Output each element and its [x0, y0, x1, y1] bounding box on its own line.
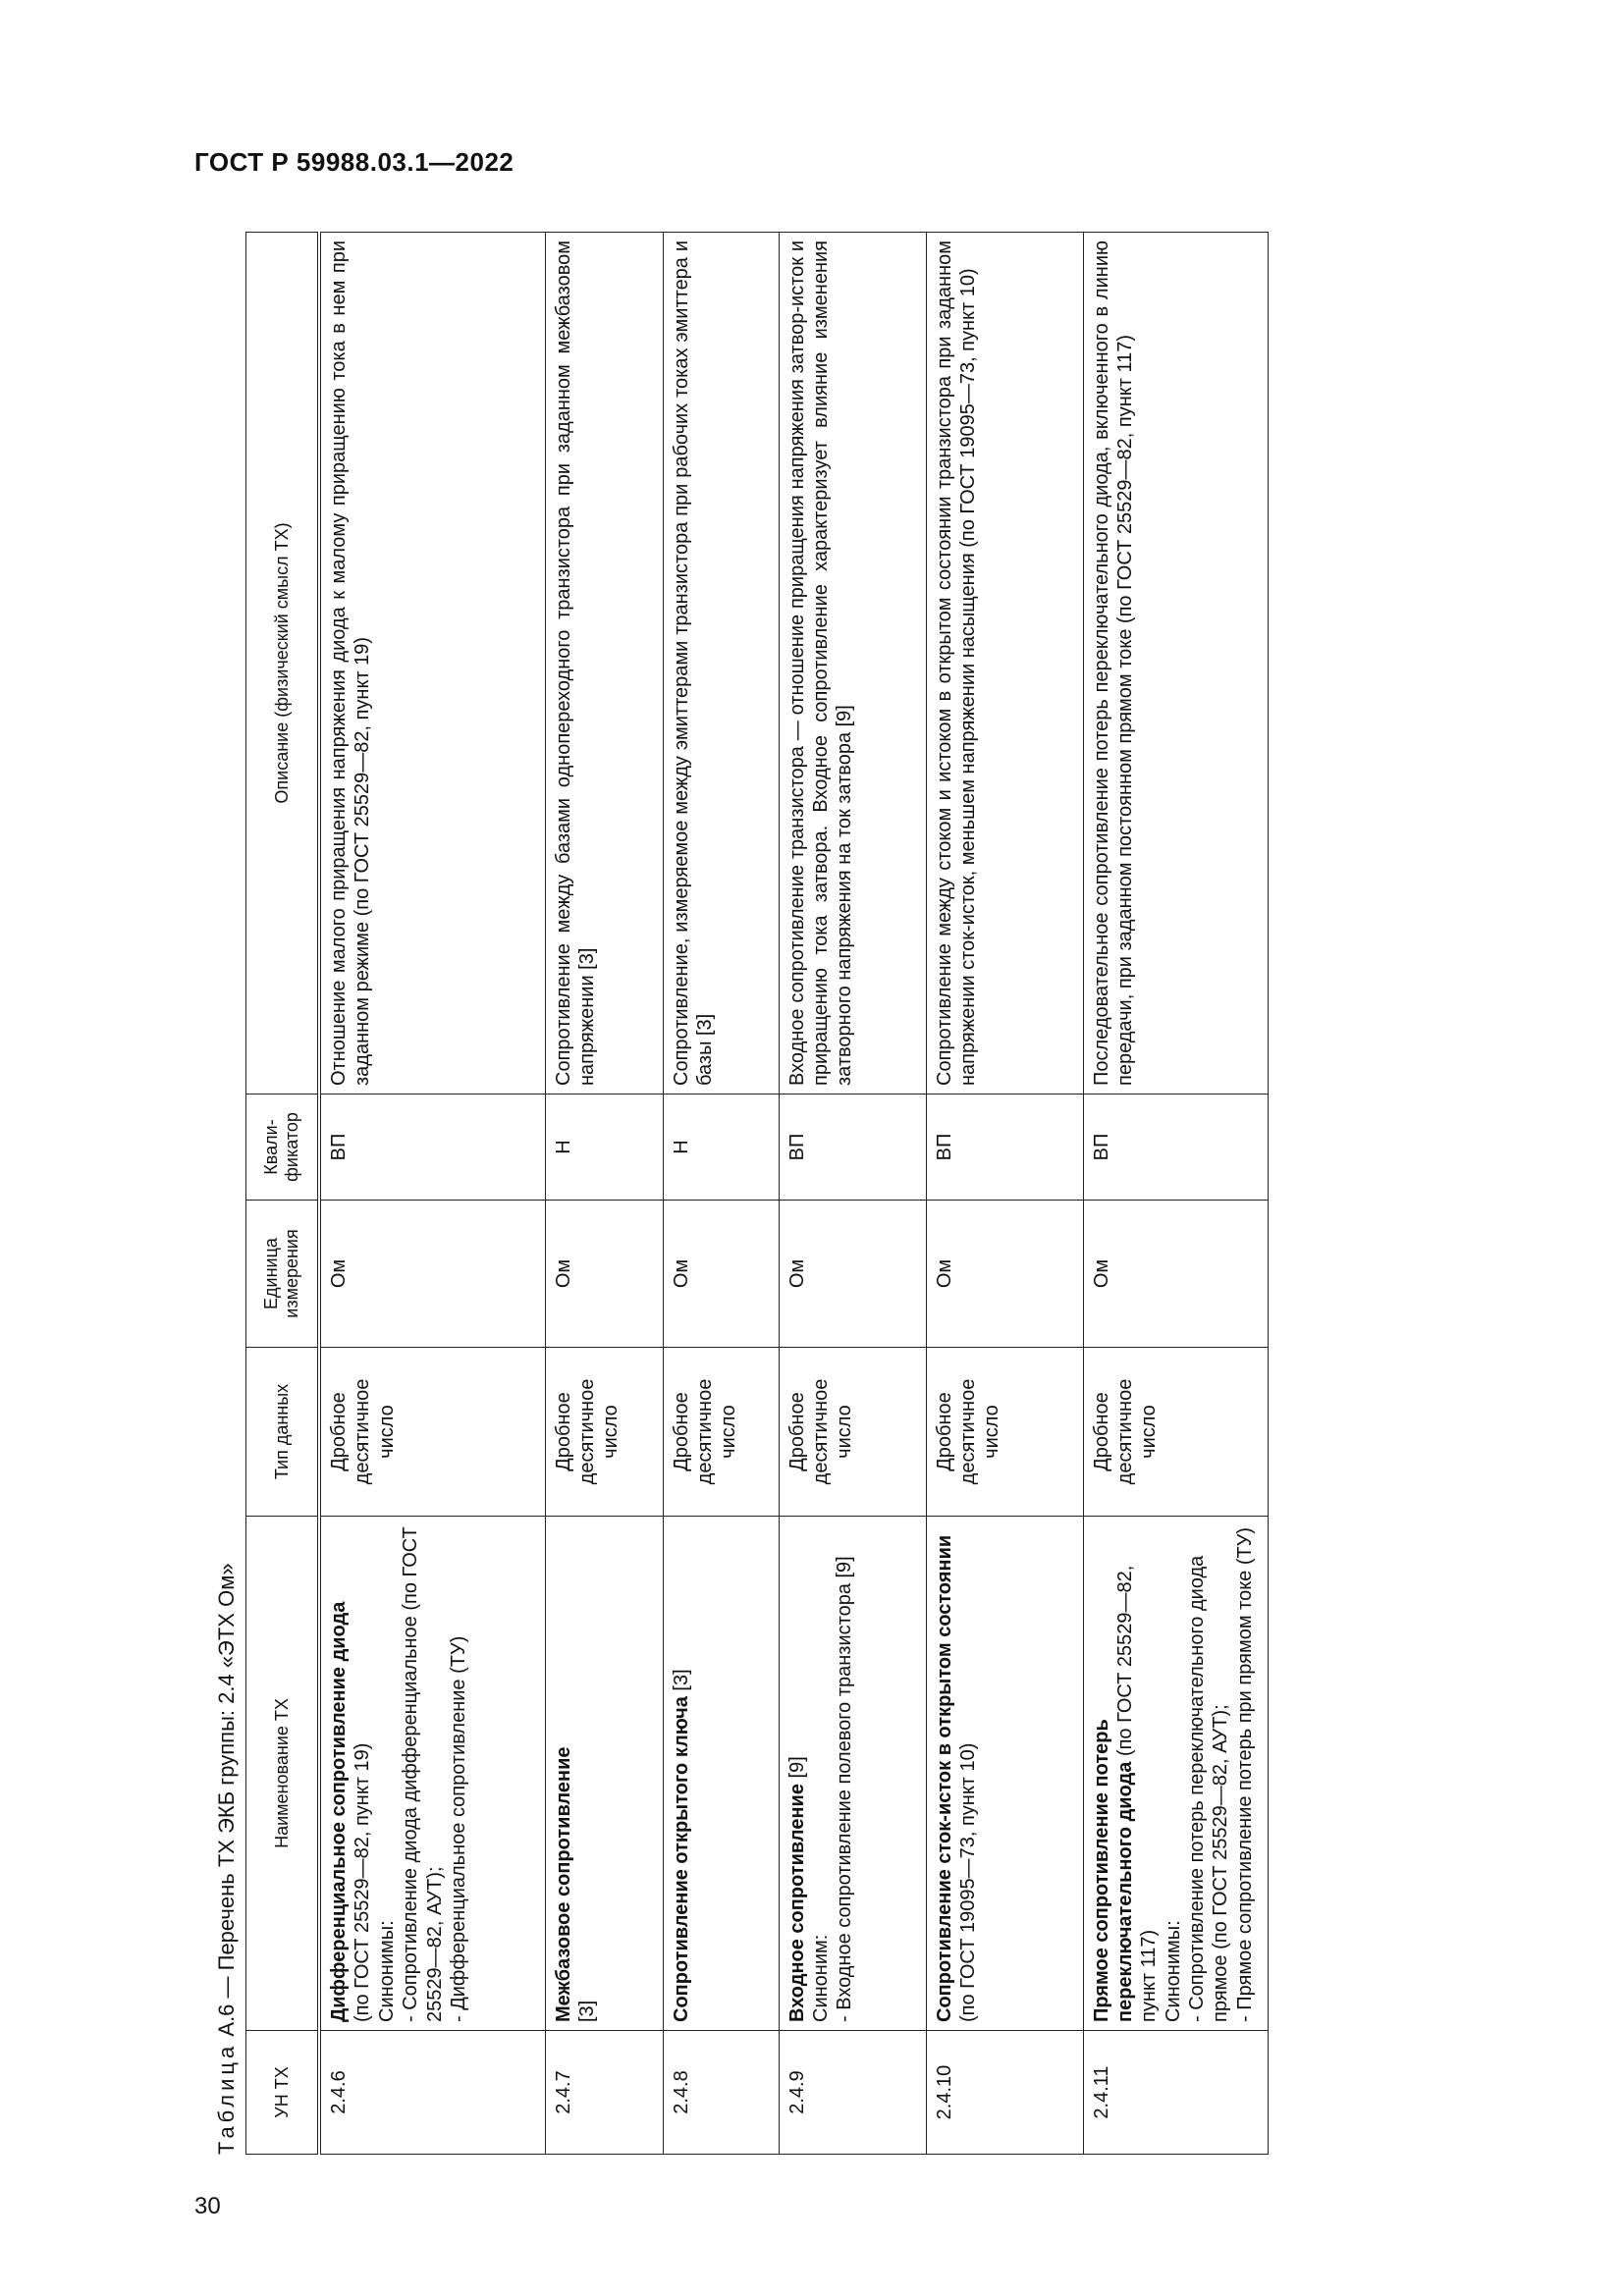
cell-description: Сопротивление между базами однопереходного транзистора при заданном межбазовом напряжении [3] [545, 233, 663, 1095]
table-body [319, 233, 1268, 2155]
name-bold: Сопротивление сток-исток в открытом состоянии [933, 1534, 955, 2022]
cell-id: 2.4.10 [926, 2031, 1083, 2155]
cell-name [1083, 1517, 1268, 2031]
cell-name [545, 1517, 663, 2031]
table-row [1083, 233, 1268, 2155]
name-line: Синонимы: [1162, 1920, 1184, 2022]
name-reference: (по ГОСТ 25529—82, пункт 117) [1113, 1565, 1161, 2022]
table-row [779, 233, 926, 2155]
column-header: Единица измерения [246, 1201, 320, 1348]
name-line: (по ГОСТ 25529—82, пункт 19) [352, 1742, 374, 2022]
name-line: - Входное сопротивление полевого транзистора [9] [834, 1556, 856, 2022]
cell-id: 2.4.9 [779, 2031, 926, 2155]
cell-name [319, 1517, 545, 2031]
name-line: - Прямое сопротивление потерь при прямом токе (ТУ) [1233, 1526, 1256, 2022]
table-row [926, 233, 1083, 2155]
name-line: Синоним: [809, 1934, 832, 2022]
rotated-table-area [204, 172, 1304, 2155]
name-bold: Дифференциальное сопротивление диода [328, 1601, 350, 2022]
column-header: УН ТХ [246, 2031, 320, 2155]
name-line: Синонимы: [375, 1920, 398, 2022]
cell-unit: Ом [319, 1201, 545, 1348]
cell-qualifier: ВП [1083, 1095, 1268, 1201]
column-header: Квали-фикатор [246, 1095, 320, 1201]
name-line: - Сопротивление потерь переключательного диода прямое (по ГОСТ 25529—82, АУТ); [1186, 1555, 1232, 2022]
cell-description: Входное сопротивление транзистора — отношение приращения напряжения затвор-исток и приращению тока затвора. Входное сопротивление характеризует влияние изменения затворного напряжения на ток затвора [9] [779, 233, 926, 1095]
cell-data-type: Дробное десятичное число [779, 1348, 926, 1517]
name-line: - Сопротивление диода дифференциальное (по ГОСТ 25529—82, АУТ); [400, 1526, 446, 2022]
name-reference: [9] [785, 1756, 808, 1779]
name-title-line [933, 1524, 981, 2022]
name-title-line [785, 1524, 809, 2022]
table-caption-text: А.6 — Перечень ТХ ЭКБ группы: 2.4 «ЭТХ Ом» [214, 1563, 239, 2037]
cell-qualifier: Н [545, 1095, 663, 1201]
cell-unit: Ом [545, 1201, 663, 1348]
document-header: ГОСТ Р 59988.03.1—2022 [194, 147, 514, 177]
cell-description: Последовательное сопротивление потерь переключательного диода, включенного в линию передачи, при заданном постоянном прямом токе (по ГОСТ 25529—82, пункт 117) [1083, 233, 1268, 1095]
cell-qualifier: ВП [926, 1095, 1083, 1201]
cell-id: 2.4.7 [545, 2031, 663, 2155]
cell-unit: Ом [926, 1201, 1083, 1348]
cell-id: 2.4.8 [663, 2031, 779, 2155]
name-title-line [670, 1524, 693, 2022]
name-title-line [552, 1524, 575, 2022]
name-bold: Входное сопротивление [785, 1784, 808, 2022]
cell-data-type: Дробное десятичное число [926, 1348, 1083, 1517]
cell-data-type: Дробное десятичное число [319, 1348, 545, 1517]
cell-unit: Ом [1083, 1201, 1268, 1348]
cell-data-type: Дробное десятичное число [1083, 1348, 1268, 1517]
cell-qualifier: ВП [779, 1095, 926, 1201]
characteristics-table [245, 232, 1269, 2155]
cell-description: Сопротивление между стоком и истоком в открытом состоянии транзистора при заданном напряжении сток-исток, меньшем напряжении насыщения (по ГОСТ 19095—73, пункт 10) [926, 233, 1083, 1095]
page-number: 30 [194, 2193, 221, 2219]
cell-qualifier: Н [663, 1095, 779, 1201]
name-title-line [327, 1524, 351, 2022]
cell-data-type: Дробное десятичное число [545, 1348, 663, 1517]
table-row [319, 233, 545, 2155]
name-bold: Межбазовое сопротивление [552, 1746, 574, 2022]
table-header-row [246, 233, 320, 2155]
table-caption-prefix: Таблица [214, 2042, 239, 2155]
name-reference: [3] [670, 1669, 692, 1691]
name-line: - Дифференциальное сопротивление (ТУ) [447, 1635, 469, 2022]
table-caption [214, 1563, 244, 2155]
cell-id: 2.4.11 [1083, 2031, 1268, 2155]
cell-data-type: Дробное десятичное число [663, 1348, 779, 1517]
name-reference: (по ГОСТ 19095—73, пункт 10) [956, 1742, 979, 2022]
table-row [663, 233, 779, 2155]
name-line: [3] [575, 2000, 598, 2022]
cell-description: Сопротивление, измеряемое между эмиттерами транзистора при рабочих токах эмиттера и базы [3] [663, 233, 779, 1095]
cell-id: 2.4.6 [319, 2031, 545, 2155]
cell-name [779, 1517, 926, 2031]
cell-unit: Ом [779, 1201, 926, 1348]
table-row [545, 233, 663, 2155]
cell-description: Отношение малого приращения напряжения диода к малому приращению тока в нем при заданном режиме (по ГОСТ 25529—82, пункт 19) [319, 233, 545, 1095]
name-title-line [1090, 1524, 1162, 2022]
cell-name [926, 1517, 1083, 2031]
name-bold: Сопротивление открытого ключа [670, 1696, 692, 2022]
cell-qualifier: ВП [319, 1095, 545, 1201]
cell-unit: Ом [663, 1201, 779, 1348]
column-header: Наименование ТХ [246, 1517, 320, 2031]
column-header: Описание (физический смысл ТХ) [246, 233, 320, 1095]
name-bold: Прямое сопротивление потерь переключательного диода [1090, 1719, 1136, 2022]
column-header: Тип данных [246, 1348, 320, 1517]
cell-name [663, 1517, 779, 2031]
